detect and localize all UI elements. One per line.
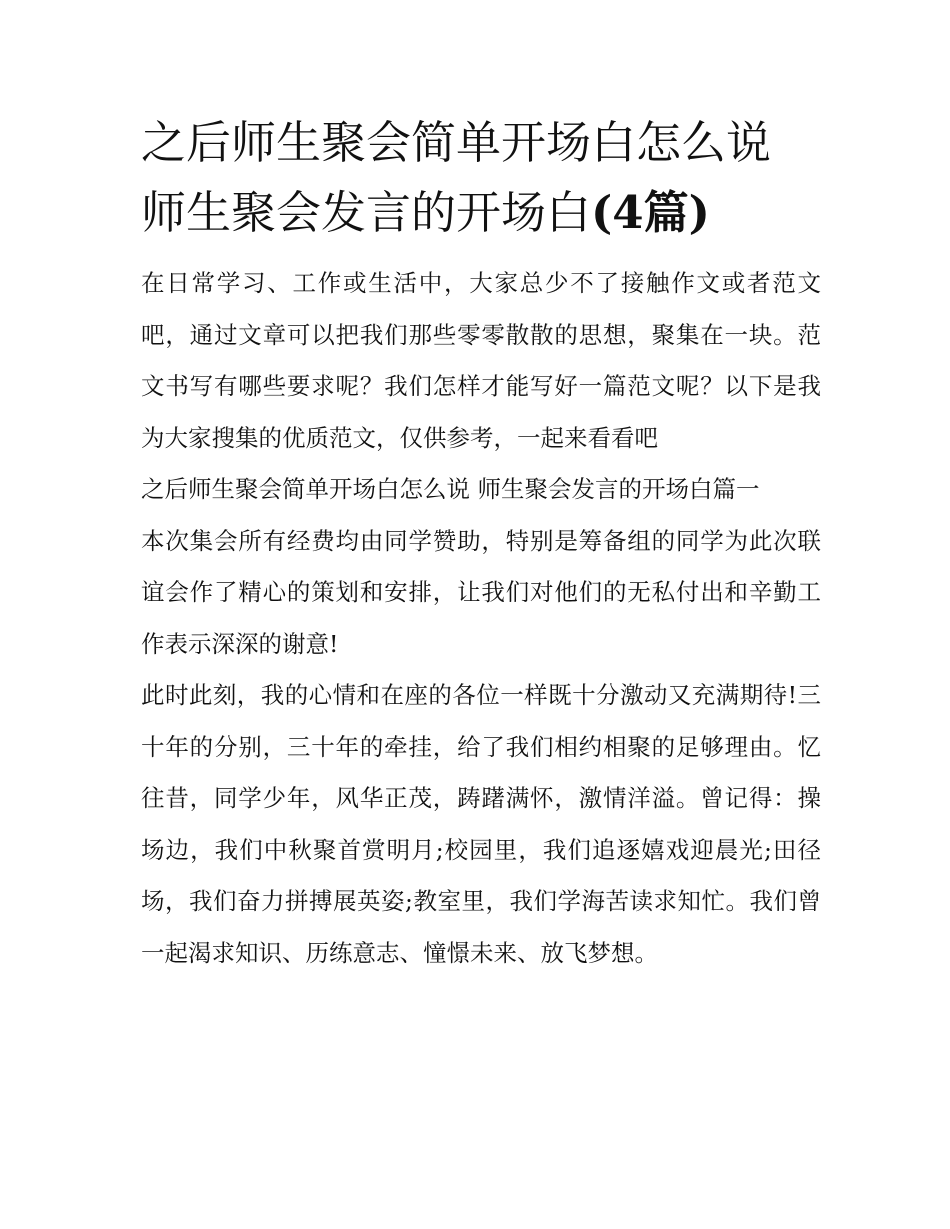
- intro-paragraph: 在日常学习、工作或生活中，大家总少不了接触作文或者范文吧，通过文章可以把我们那些零零散散的思想，聚集在一块。范文书写有哪些要求呢？我们怎样才能写好一篇范文呢？以下是我为大家搜集的优质范文，仅供参考，一起来看看吧: [141, 269, 821, 452]
- document-title: [141, 108, 821, 248]
- title-main: 之后师生聚会简单开场白怎么说 师生聚会发言的开场白: [141, 116, 772, 239]
- title-tail: (4篇): [591, 186, 710, 239]
- body-paragraph: 此时此刻，我的心情和在座的各位一样既十分激动又充满期待!三十年的分别，三十年的牵挂，给了我们相约相聚的足够理由。忆往昔，同学少年，风华正茂，踌躇满怀，激情洋溢。曾记得：操场边，我们中秋聚首赏明月;校园里，我们追逐嬉戏迎晨光;田径场，我们奋力拼搏展英姿;教室里，我们学海苦读求知忙。我们曾一起渴求知识、历练意志、憧憬未来、放飞梦想。: [141, 681, 821, 967]
- section-heading: 之后师生聚会简单开场白怎么说 师生聚会发言的开场白篇一: [141, 475, 760, 503]
- document-page: [141, 108, 821, 979]
- body-paragraph: 本次集会所有经费均由同学赞助，特别是筹备组的同学为此次联谊会作了精心的策划和安排，让我们对他们的无私付出和辛勤工作表示深深的谢意!: [141, 526, 821, 658]
